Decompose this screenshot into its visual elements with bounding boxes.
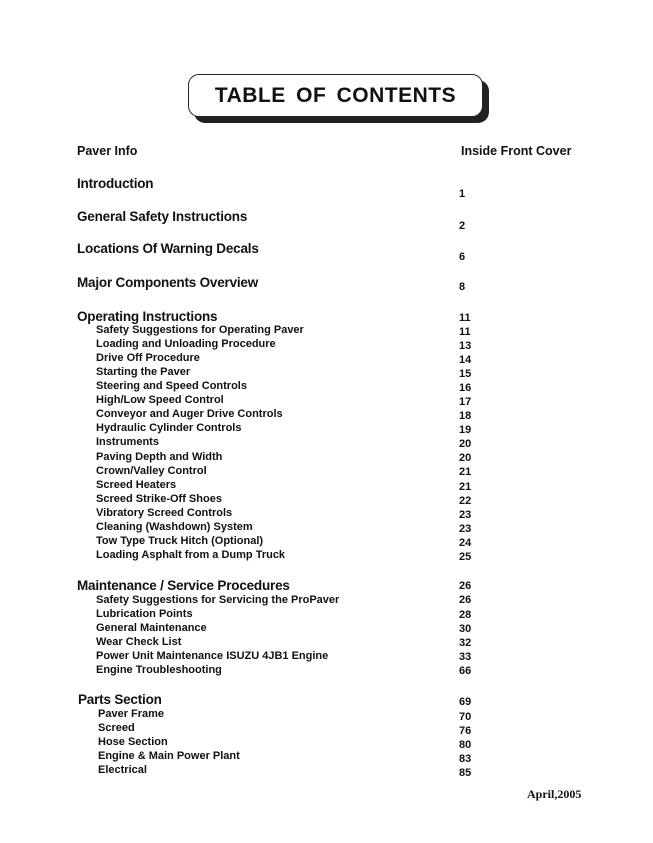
toc-subitem-label: Screed Heaters	[96, 479, 177, 491]
title-box	[188, 74, 483, 117]
toc-subitem-label: Steering and Speed Controls	[96, 380, 247, 392]
toc-parts-label: Parts Section	[78, 692, 162, 707]
toc-subitem-page: 28	[459, 609, 472, 621]
toc-subitem-page: 16	[459, 382, 472, 394]
toc-section-label: Locations Of Warning Decals	[77, 241, 259, 256]
toc-subitem-label: Crown/Valley Control	[96, 465, 207, 477]
toc-subitem-page: 22	[459, 495, 472, 507]
toc-subitem-page: 20	[459, 452, 472, 464]
toc-subitem-label: Loading Asphalt from a Dump Truck	[96, 549, 286, 561]
toc-subitem-label: Safety Suggestions for Servicing the ProPaver	[96, 594, 340, 606]
toc-subitem-label: Instruments	[96, 436, 159, 448]
toc-subitem-label: Engine Troubleshooting	[96, 664, 222, 676]
toc-subitem-label: Vibratory Screed Controls	[96, 507, 233, 519]
toc-subitem-label: Engine & Main Power Plant	[98, 750, 240, 762]
toc-subitem-label: Starting the Paver	[96, 366, 191, 378]
toc-maintenance-label: Maintenance / Service Procedures	[77, 578, 290, 593]
toc-section-page: 1	[459, 188, 466, 200]
toc-section-page: 6	[459, 251, 466, 263]
toc-section-page: 8	[459, 281, 466, 293]
toc-subitem-label: Safety Suggestions for Operating Paver	[96, 324, 304, 336]
toc-subitem-page: 13	[459, 340, 472, 352]
toc-subitem-label: Lubrication Points	[96, 608, 193, 620]
toc-subitem-page: 11	[459, 326, 471, 338]
toc-subitem-page: 83	[459, 753, 472, 765]
toc-subitem-page: 80	[459, 739, 472, 751]
toc-subitem-label: Cleaning (Washdown) System	[96, 521, 253, 533]
toc-parts-page: 69	[459, 696, 472, 708]
toc-subitem-label: Paving Depth and Width	[96, 451, 223, 463]
toc-operating-page: 11	[459, 312, 471, 324]
toc-subitem-page: 18	[459, 410, 472, 422]
toc-subitem-label: General Maintenance	[96, 622, 207, 634]
toc-subitem-label: Tow Type Truck Hitch (Optional)	[96, 535, 264, 547]
toc-subitem-label: Screed	[98, 722, 135, 734]
toc-subitem-page: 85	[459, 767, 472, 779]
toc-subitem-page: 23	[459, 509, 472, 521]
toc-subitem-page: 21	[459, 481, 472, 493]
toc-subitem-label: Wear Check List	[96, 636, 182, 648]
toc-maintenance-page: 26	[459, 580, 472, 592]
toc-subitem-label: Screed Strike-Off Shoes	[96, 493, 222, 505]
document-date: April,2005	[527, 787, 582, 801]
toc-subitem-page: 20	[459, 438, 472, 450]
toc-subitem-page: 24	[459, 537, 472, 549]
toc-operating-label: Operating Instructions	[77, 309, 218, 324]
toc-subitem-page: 70	[459, 711, 472, 723]
toc-subitem-page: 25	[459, 551, 472, 563]
toc-subitem-label: Paver Frame	[98, 708, 165, 720]
toc-section-label: Major Components Overview	[77, 275, 259, 290]
toc-subitem-page: 76	[459, 725, 472, 737]
toc-subitem-label: Conveyor and Auger Drive Controls	[96, 408, 283, 420]
toc-subitem-page: 66	[459, 665, 472, 677]
toc-subitem-page: 17	[459, 396, 472, 408]
toc-subitem-label: Drive Off Procedure	[96, 352, 200, 364]
toc-subitem-page: 23	[459, 523, 472, 535]
toc-section-page: 2	[459, 220, 466, 232]
toc-subitem-page: 33	[459, 651, 472, 663]
toc-section-label: General Safety Instructions	[77, 209, 248, 224]
page-title: TABLE OF CONTENTS	[214, 83, 457, 107]
toc-subitem-label: Hose Section	[98, 736, 168, 748]
toc-subitem-label: Hydraulic Cylinder Controls	[96, 422, 242, 434]
toc-subitem-label: High/Low Speed Control	[96, 394, 224, 406]
toc-subitem-label: Power Unit Maintenance ISUZU 4JB1 Engine	[96, 650, 329, 662]
toc-subitem-page: 26	[459, 594, 472, 606]
toc-subitem-page: 15	[459, 368, 472, 380]
toc-subitem-page: 19	[459, 424, 472, 436]
toc-subitem-page: 30	[459, 623, 472, 635]
toc-subitem-page: 14	[459, 354, 472, 366]
toc-paver-info-label: Paver Info	[77, 144, 138, 158]
toc-paver-info-page: Inside Front Cover	[461, 144, 572, 158]
toc-subitem-page: 32	[459, 637, 472, 649]
toc-subitem-label: Electrical	[98, 764, 147, 776]
toc-subitem-label: Loading and Unloading Procedure	[96, 338, 276, 350]
toc-subitem-page: 21	[459, 466, 472, 478]
toc-section-label: Introduction	[77, 176, 154, 191]
